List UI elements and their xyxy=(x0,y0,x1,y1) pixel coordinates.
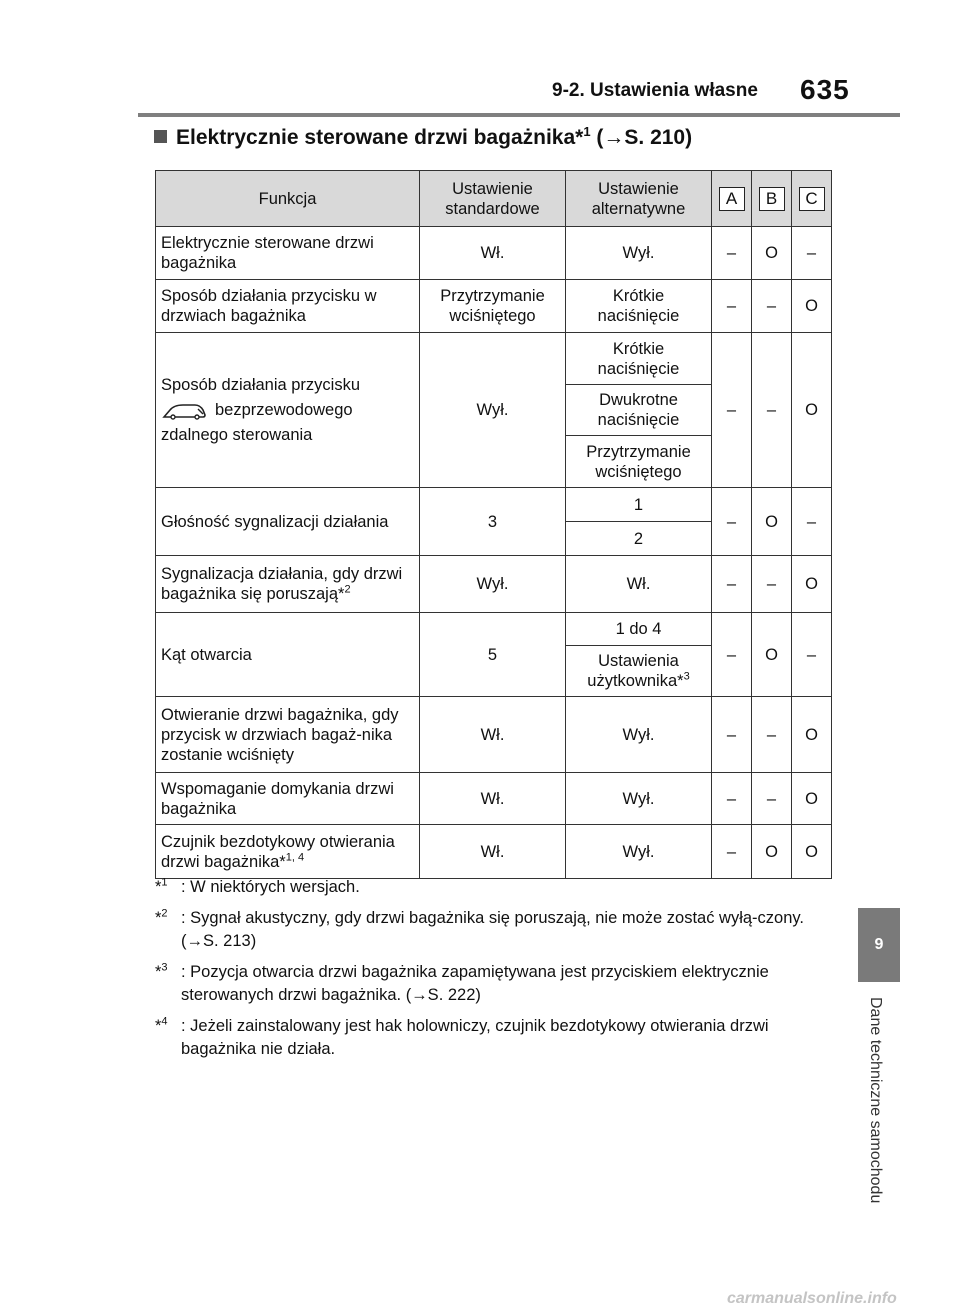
header-a xyxy=(712,171,752,227)
header-b xyxy=(752,171,792,227)
cell-b: – xyxy=(752,556,792,613)
cell-funkcja-footnote: 2 xyxy=(344,583,351,596)
cell-alternative: Wył. xyxy=(566,773,712,825)
footnote-marker xyxy=(155,907,168,930)
box-letter-c: C xyxy=(799,187,825,211)
footnote-item xyxy=(155,1015,835,1061)
header-funkcja: Funkcja xyxy=(156,171,420,227)
footnote-number: 3 xyxy=(161,961,168,974)
cell-standard: Wył. xyxy=(420,333,566,488)
cell-funkcja xyxy=(156,825,420,879)
cell-standard: Wł. xyxy=(420,773,566,825)
cell-alternative-2-text: Ustawienia użytkownika* xyxy=(587,652,684,690)
footnote-marker xyxy=(155,1015,168,1038)
footnote-item xyxy=(155,876,835,899)
header-c xyxy=(792,171,832,227)
cell-a: – xyxy=(712,697,752,773)
square-bullet-icon xyxy=(154,130,167,143)
cell-a: – xyxy=(712,227,752,280)
chapter-tab[interactable]: 9 xyxy=(858,908,900,982)
page-number: 635 xyxy=(800,74,850,105)
cell-standard: Wł. xyxy=(420,825,566,879)
cell-funkcja-line2-wrap xyxy=(161,400,414,420)
cell-a: – xyxy=(712,556,752,613)
cell-funkcja-line3: zdalnego sterowania xyxy=(161,426,313,444)
cell-funkcja-text: Czujnik bezdotykowy otwierania drzwi bagażnika* xyxy=(161,832,395,871)
cell-a: – xyxy=(712,280,752,333)
cell-a: – xyxy=(712,773,752,825)
cell-alternative-2: Dwukrotne naciśnięcie xyxy=(566,385,712,436)
cell-funkcja: Sposób działania przycisku w drzwiach bagażnika xyxy=(156,280,420,333)
cell-funkcja-text: Sygnalizacja działania, gdy drzwi bagażnika się poruszają* xyxy=(161,565,403,603)
footnote-asterisk: * xyxy=(155,1017,162,1035)
footnote-marker xyxy=(155,876,168,899)
cell-b: O xyxy=(752,227,792,280)
cell-alternative: Wył. xyxy=(566,227,712,280)
cell-alternative-1: 1 do 4 xyxy=(566,613,712,646)
cell-alternative: Krótkie naciśnięcie xyxy=(566,280,712,333)
cell-b: – xyxy=(752,773,792,825)
cell-b: – xyxy=(752,280,792,333)
footnote-item xyxy=(155,907,835,953)
chapter-label-wrap xyxy=(866,997,892,1227)
footnote-item xyxy=(155,961,835,1007)
cell-alternative: Wył. xyxy=(566,825,712,879)
footnote-asterisk: * xyxy=(155,878,162,896)
section-page-ref[interactable]: (→S. 210) xyxy=(596,126,693,149)
cell-b: O xyxy=(752,613,792,697)
chapter-label: Dane techniczne samochodu xyxy=(867,997,884,1204)
settings-table xyxy=(155,170,832,879)
remote-key-icon xyxy=(161,402,207,420)
cell-funkcja: Otwieranie drzwi bagażnika, gdy przycisk w drzwiach bagaż-nika zostanie wciśnięty xyxy=(156,697,420,773)
cell-funkcja xyxy=(156,556,420,613)
footnotes xyxy=(155,876,835,1069)
header-alternative: Ustawienie alternatywne xyxy=(566,171,712,227)
cell-standard: Wł. xyxy=(420,697,566,773)
cell-a: – xyxy=(712,613,752,697)
cell-alternative-2: 2 xyxy=(566,522,712,556)
table-row xyxy=(156,488,832,522)
cell-alternative-3: Przytrzymanie wciśniętego xyxy=(566,436,712,488)
cell-b: O xyxy=(752,488,792,556)
cell-a: – xyxy=(712,488,752,556)
footnote-asterisk: * xyxy=(155,909,162,927)
cell-c: – xyxy=(792,613,832,697)
section-heading-footnote: 1 xyxy=(583,124,591,139)
cell-c: – xyxy=(792,227,832,280)
cell-b: – xyxy=(752,697,792,773)
cell-alternative: Wył. xyxy=(566,697,712,773)
cell-b: O xyxy=(752,825,792,879)
cell-standard: Wył. xyxy=(420,556,566,613)
cell-alternative-2 xyxy=(566,646,712,697)
footnote-text: : W niektórych wersjach. xyxy=(181,878,360,896)
cell-standard: Wł. xyxy=(420,227,566,280)
table-row xyxy=(156,227,832,280)
watermark: carmanualsonline.info xyxy=(727,1290,897,1307)
cell-funkcja xyxy=(156,333,420,488)
cell-funkcja: Elektrycznie sterowane drzwi bagażnika xyxy=(156,227,420,280)
section-heading xyxy=(154,126,692,150)
cell-standard: 5 xyxy=(420,613,566,697)
table-row xyxy=(156,825,832,879)
footnote-number: 1 xyxy=(161,876,168,889)
header-divider xyxy=(138,113,900,117)
footnote-number: 4 xyxy=(161,1015,168,1028)
cell-funkcja-line1: Sposób działania przycisku xyxy=(161,376,361,394)
cell-c: O xyxy=(792,697,832,773)
table-header-row xyxy=(156,171,832,227)
cell-c: O xyxy=(792,773,832,825)
table-row xyxy=(156,333,832,385)
table-row xyxy=(156,773,832,825)
cell-b: – xyxy=(752,333,792,488)
cell-alternative: Wł. xyxy=(566,556,712,613)
section-heading-text: Elektrycznie sterowane drzwi bagażnika* xyxy=(176,126,584,149)
cell-a: – xyxy=(712,825,752,879)
table-row xyxy=(156,697,832,773)
cell-funkcja-line2: bezprzewodowego xyxy=(215,401,353,419)
footnote-marker xyxy=(155,961,168,984)
box-letter-a: A xyxy=(719,187,745,211)
cell-standard: 3 xyxy=(420,488,566,556)
footnote-asterisk: * xyxy=(155,963,162,981)
cell-alternative-2-footnote: 3 xyxy=(683,670,690,683)
table-row xyxy=(156,280,832,333)
cell-c: O xyxy=(792,333,832,488)
footnote-text: : Sygnał akustyczny, gdy drzwi bagażnika się poruszają, nie może zostać wyłą-czony. (→S. 213) xyxy=(181,909,805,950)
cell-c: – xyxy=(792,488,832,556)
footnote-text: : Jeżeli zainstalowany jest hak holowniczy, czujnik bezdotykowy otwierania drzwi bagażnika nie działa. xyxy=(181,1017,769,1058)
table-row xyxy=(156,556,832,613)
cell-c: O xyxy=(792,556,832,613)
cell-alternative-1: Krótkie naciśnięcie xyxy=(566,333,712,385)
cell-standard: Przytrzymanie wciśniętego xyxy=(420,280,566,333)
cell-funkcja: Głośność sygnalizacji działania xyxy=(156,488,420,556)
footnote-number: 2 xyxy=(161,907,168,920)
table-row xyxy=(156,613,832,646)
cell-alternative-1: 1 xyxy=(566,488,712,522)
footnote-text: : Pozycja otwarcia drzwi bagażnika zapamiętywana jest przyciskiem elektrycznie sterowanych drzwi bagażnika. (→S. 222) xyxy=(181,963,769,1004)
cell-c: O xyxy=(792,280,832,333)
header-standard: Ustawienie standardowe xyxy=(420,171,566,227)
header-section-title: 9-2. Ustawienia własne xyxy=(552,80,758,101)
cell-c: O xyxy=(792,825,832,879)
cell-funkcja: Wspomaganie domykania drzwi bagażnika xyxy=(156,773,420,825)
cell-a: – xyxy=(712,333,752,488)
cell-funkcja-footnote: 1, 4 xyxy=(285,851,305,863)
box-letter-b: B xyxy=(759,187,785,211)
cell-funkcja: Kąt otwarcia xyxy=(156,613,420,697)
